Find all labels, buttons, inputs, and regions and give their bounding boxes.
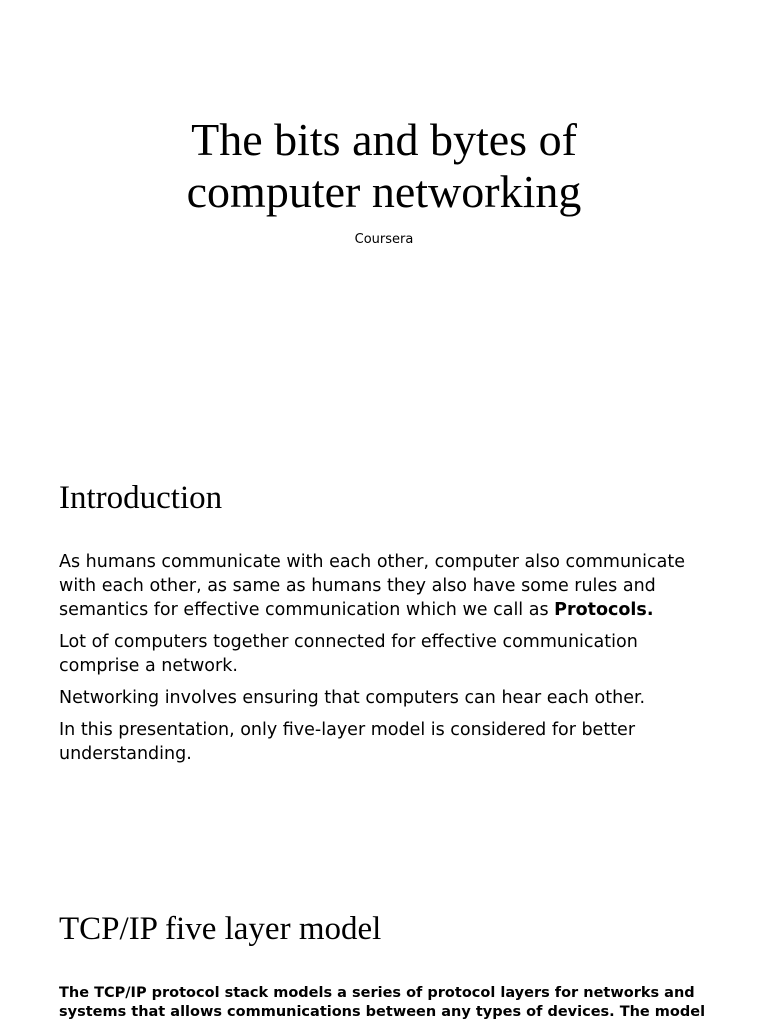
intro-heading: Introduction bbox=[59, 480, 223, 516]
intro-paragraph-1-text: As humans communicate with each other, computer also communicate with each other, as same as humans they also have some rules and semantics for effective communication which we call as bbox=[59, 552, 685, 620]
protocols-term: Protocols. bbox=[554, 600, 654, 620]
intro-paragraph-2: Lot of computers together connected for effective communication comprise a network. bbox=[59, 632, 638, 676]
title-slide bbox=[0, 0, 768, 432]
intro-paragraph-1 bbox=[59, 550, 719, 622]
slide-title bbox=[0, 114, 768, 218]
intro-body bbox=[59, 550, 719, 774]
intro-paragraph-4: In this presentation, only five-layer model is considered for better understanding. bbox=[59, 720, 636, 764]
slide-subtitle: Coursera bbox=[354, 232, 414, 247]
intro-paragraph-3: Networking involves ensuring that computers can hear each other. bbox=[59, 688, 646, 708]
title-line-1: The bits and bytes of bbox=[191, 114, 577, 165]
tcp-heading: TCP/IP five layer model bbox=[59, 911, 382, 947]
tcp-ip-slide bbox=[0, 864, 768, 1024]
tcp-body-text: The TCP/IP protocol stack models a series of protocol layers for networks and systems that allows communications between any types of devices. The model bbox=[59, 985, 706, 1020]
title-line-2: computer networking bbox=[186, 166, 582, 217]
introduction-slide bbox=[0, 432, 768, 864]
